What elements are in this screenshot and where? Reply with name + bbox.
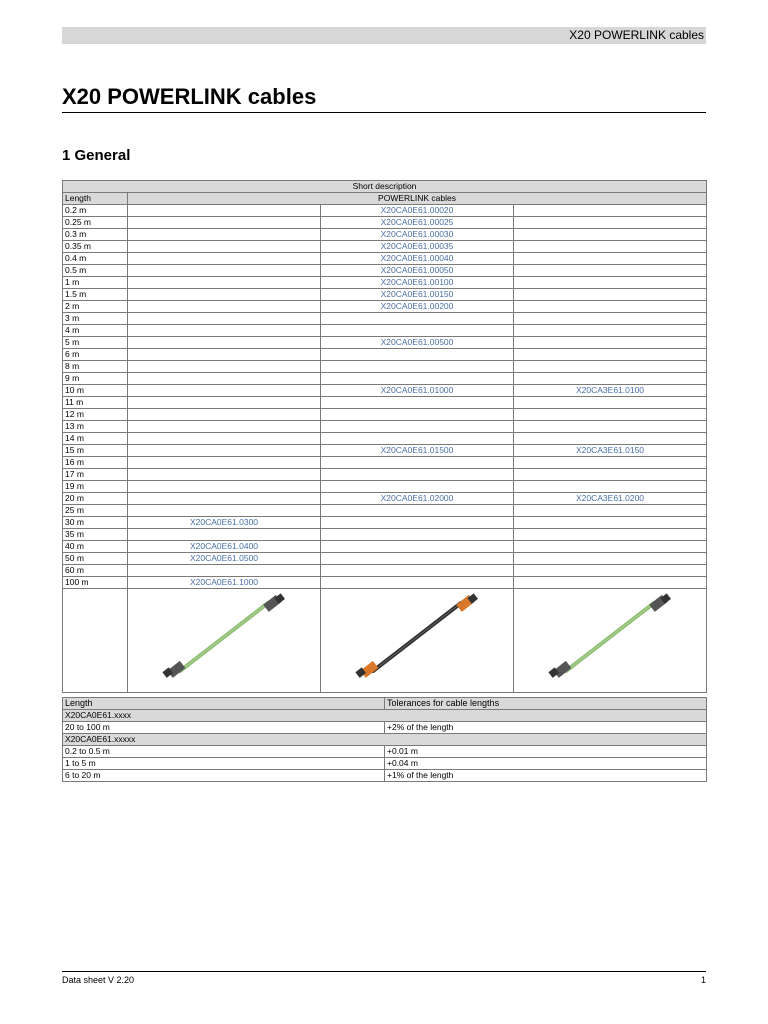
table-row [63, 289, 707, 301]
product-image-cell [514, 589, 707, 693]
table-row [63, 229, 707, 241]
table-row [63, 277, 707, 289]
order-number-cell: X20CA0E61.0400 [128, 541, 321, 553]
tolerance-value: +0.01 m [385, 746, 707, 758]
length-cell: 60 m [63, 565, 128, 577]
order-number-cell: X20CA0E61.00020 [321, 205, 514, 217]
order-number-cell [514, 553, 707, 565]
order-number-cell [514, 505, 707, 517]
order-number-cell [321, 373, 514, 385]
order-number-cell [128, 361, 321, 373]
table-row [63, 301, 707, 313]
order-number-cell [321, 565, 514, 577]
table-row [63, 505, 707, 517]
table-row [63, 421, 707, 433]
order-number-cell [514, 289, 707, 301]
order-number-cell [514, 349, 707, 361]
order-number-cell [128, 277, 321, 289]
table-row [63, 469, 707, 481]
running-title: X20 POWERLINK cables [569, 28, 704, 42]
table-row [63, 433, 707, 445]
order-number-cell [128, 493, 321, 505]
length-cell: 3 m [63, 313, 128, 325]
order-number-cell: X20CA0E61.00040 [321, 253, 514, 265]
order-number-cell [128, 241, 321, 253]
order-number-cell [321, 433, 514, 445]
footer-doc-version: Data sheet V 2.20 [62, 975, 135, 985]
order-number-cell [514, 301, 707, 313]
table-row [63, 337, 707, 349]
order-number-cell [128, 565, 321, 577]
order-number-cell [128, 337, 321, 349]
order-number-cell [514, 577, 707, 589]
length-cell: 8 m [63, 361, 128, 373]
order-number-cell [128, 373, 321, 385]
length-cell: 0.25 m [63, 217, 128, 229]
table-row [63, 493, 707, 505]
length-cell: 30 m [63, 517, 128, 529]
length-cell: 100 m [63, 577, 128, 589]
running-header [62, 27, 706, 44]
table-row [63, 577, 707, 589]
order-number-cell [514, 313, 707, 325]
order-number-cell [128, 397, 321, 409]
footer-page-number: 1 [700, 975, 706, 985]
length-cell: 5 m [63, 337, 128, 349]
order-number-cell [514, 277, 707, 289]
order-number-cell: X20CA0E61.0500 [128, 553, 321, 565]
order-number-cell: X20CA0E61.00100 [321, 277, 514, 289]
order-number-cell [514, 325, 707, 337]
table-row [63, 397, 707, 409]
order-number-cell [128, 433, 321, 445]
order-number-cell: X20CA3E61.0200 [514, 493, 707, 505]
order-number-cell [321, 409, 514, 421]
page-footer [62, 971, 706, 985]
order-number-cell [128, 445, 321, 457]
length-cell: 11 m [63, 397, 128, 409]
tolerance-length: 6 to 20 m [63, 770, 385, 782]
order-number-cell: X20CA0E61.01500 [321, 445, 514, 457]
order-number-cell [514, 409, 707, 421]
order-number-cell [128, 457, 321, 469]
length-cell: 50 m [63, 553, 128, 565]
order-number-cell: X20CA0E61.0300 [128, 517, 321, 529]
order-number-cell [128, 205, 321, 217]
order-number-cell [514, 361, 707, 373]
order-number-cell [514, 373, 707, 385]
order-number-cell [514, 541, 707, 553]
length-cell: 25 m [63, 505, 128, 517]
table-row [63, 565, 707, 577]
tolerance-row [63, 758, 707, 770]
order-number-cell [514, 337, 707, 349]
length-cell: 35 m [63, 529, 128, 541]
length-cell: 4 m [63, 325, 128, 337]
table-row [63, 217, 707, 229]
length-cell: 10 m [63, 385, 128, 397]
table-row [63, 553, 707, 565]
order-number-cell [514, 397, 707, 409]
order-number-cell [514, 421, 707, 433]
length-cell: 0.35 m [63, 241, 128, 253]
table-row [63, 457, 707, 469]
tolerance-length: 20 to 100 m [63, 722, 385, 734]
order-number-cell [321, 541, 514, 553]
tolerance-row [63, 722, 707, 734]
green-cable-image-2 [514, 589, 703, 689]
empty-cell [63, 589, 128, 693]
order-number-cell [514, 481, 707, 493]
tolerance-header-value: Tolerances for cable lengths [385, 698, 707, 710]
green-cable-image [128, 589, 317, 689]
order-number-cell [321, 313, 514, 325]
order-number-cell: X20CA0E61.01000 [321, 385, 514, 397]
order-number-cell [321, 505, 514, 517]
order-number-cell [514, 517, 707, 529]
order-number-cell [514, 241, 707, 253]
tolerance-table [62, 697, 707, 782]
order-number-cell [321, 421, 514, 433]
order-number-cell [128, 385, 321, 397]
tolerance-value: +1% of the length [385, 770, 707, 782]
order-number-cell [128, 313, 321, 325]
order-number-cell: X20CA0E61.00500 [321, 337, 514, 349]
order-number-cell [321, 481, 514, 493]
length-cell: 12 m [63, 409, 128, 421]
order-number-cell: X20CA0E61.00025 [321, 217, 514, 229]
length-cell: 0.2 m [63, 205, 128, 217]
order-number-cell [128, 301, 321, 313]
length-cell: 13 m [63, 421, 128, 433]
table-row [63, 325, 707, 337]
length-cell: 0.5 m [63, 265, 128, 277]
order-number-cell [514, 217, 707, 229]
length-cell: 1.5 m [63, 289, 128, 301]
order-number-cell [321, 469, 514, 481]
section-heading: 1 General [62, 147, 131, 164]
black-orange-cable-image [321, 589, 510, 689]
tolerance-group-row [63, 710, 707, 722]
length-cell: 1 m [63, 277, 128, 289]
length-cell: 2 m [63, 301, 128, 313]
order-number-cell [321, 457, 514, 469]
order-number-cell [321, 361, 514, 373]
tolerance-group-row [63, 734, 707, 746]
length-cell: 15 m [63, 445, 128, 457]
column-header-product: POWERLINK cables [128, 193, 707, 205]
length-cell: 20 m [63, 493, 128, 505]
tolerance-length: 1 to 5 m [63, 758, 385, 770]
product-image-cell [321, 589, 514, 693]
order-number-cell [128, 421, 321, 433]
order-number-cell [321, 397, 514, 409]
order-number-cell [128, 349, 321, 361]
length-cell: 6 m [63, 349, 128, 361]
order-number-cell [514, 469, 707, 481]
tolerance-row [63, 746, 707, 758]
length-cell: 40 m [63, 541, 128, 553]
page-title: X20 POWERLINK cables [62, 84, 706, 113]
table-row [63, 313, 707, 325]
order-number-cell [128, 409, 321, 421]
order-number-cell [128, 229, 321, 241]
tolerance-length: 0.2 to 0.5 m [63, 746, 385, 758]
tolerance-value: +2% of the length [385, 722, 707, 734]
order-number-cell [128, 217, 321, 229]
tolerance-group-label: X20CA0E61.xxxx [63, 710, 707, 722]
order-number-cell: X20CA3E61.0100 [514, 385, 707, 397]
order-number-cell [321, 349, 514, 361]
column-header-length: Length [63, 193, 128, 205]
order-number-cell: X20CA0E61.00035 [321, 241, 514, 253]
tolerance-header-length: Length [63, 698, 385, 710]
table-row [63, 349, 707, 361]
order-number-cell [514, 529, 707, 541]
order-number-cell: X20CA3E61.0150 [514, 445, 707, 457]
order-number-cell [321, 325, 514, 337]
table-row [63, 253, 707, 265]
length-cell: 19 m [63, 481, 128, 493]
table-row [63, 361, 707, 373]
order-number-cell [514, 457, 707, 469]
order-number-cell [514, 433, 707, 445]
table-row [63, 373, 707, 385]
order-number-cell [128, 469, 321, 481]
length-cell: 0.3 m [63, 229, 128, 241]
order-number-cell [321, 517, 514, 529]
tolerance-row [63, 770, 707, 782]
order-number-cell: X20CA0E61.1000 [128, 577, 321, 589]
cable-overview-table [62, 180, 707, 693]
table-row [63, 385, 707, 397]
product-image-row [63, 589, 707, 693]
tolerance-value: +0.04 m [385, 758, 707, 770]
product-image-cell [128, 589, 321, 693]
table-row [63, 445, 707, 457]
order-number-cell: X20CA0E61.00150 [321, 289, 514, 301]
order-number-cell [514, 253, 707, 265]
table-row [63, 529, 707, 541]
order-number-cell [128, 289, 321, 301]
length-cell: 17 m [63, 469, 128, 481]
table-row [63, 517, 707, 529]
length-cell: 14 m [63, 433, 128, 445]
order-number-cell [321, 553, 514, 565]
length-cell: 9 m [63, 373, 128, 385]
order-number-cell [514, 265, 707, 277]
order-number-cell [128, 505, 321, 517]
order-number-cell [321, 529, 514, 541]
order-number-cell [128, 529, 321, 541]
order-number-cell [514, 229, 707, 241]
order-number-cell [128, 265, 321, 277]
order-number-cell [128, 253, 321, 265]
tolerance-group-label: X20CA0E61.xxxxx [63, 734, 707, 746]
order-number-cell: X20CA0E61.00050 [321, 265, 514, 277]
order-number-cell: X20CA0E61.02000 [321, 493, 514, 505]
table-row [63, 241, 707, 253]
order-number-cell: X20CA0E61.00030 [321, 229, 514, 241]
table-row [63, 541, 707, 553]
table-caption: Short description [63, 181, 707, 193]
length-cell: 16 m [63, 457, 128, 469]
table-row [63, 205, 707, 217]
length-cell: 0.4 m [63, 253, 128, 265]
order-number-cell: X20CA0E61.00200 [321, 301, 514, 313]
order-number-cell [514, 565, 707, 577]
table-row [63, 265, 707, 277]
table-row [63, 409, 707, 421]
table-row [63, 481, 707, 493]
order-number-cell [514, 205, 707, 217]
order-number-cell [321, 577, 514, 589]
order-number-cell [128, 481, 321, 493]
order-number-cell [128, 325, 321, 337]
